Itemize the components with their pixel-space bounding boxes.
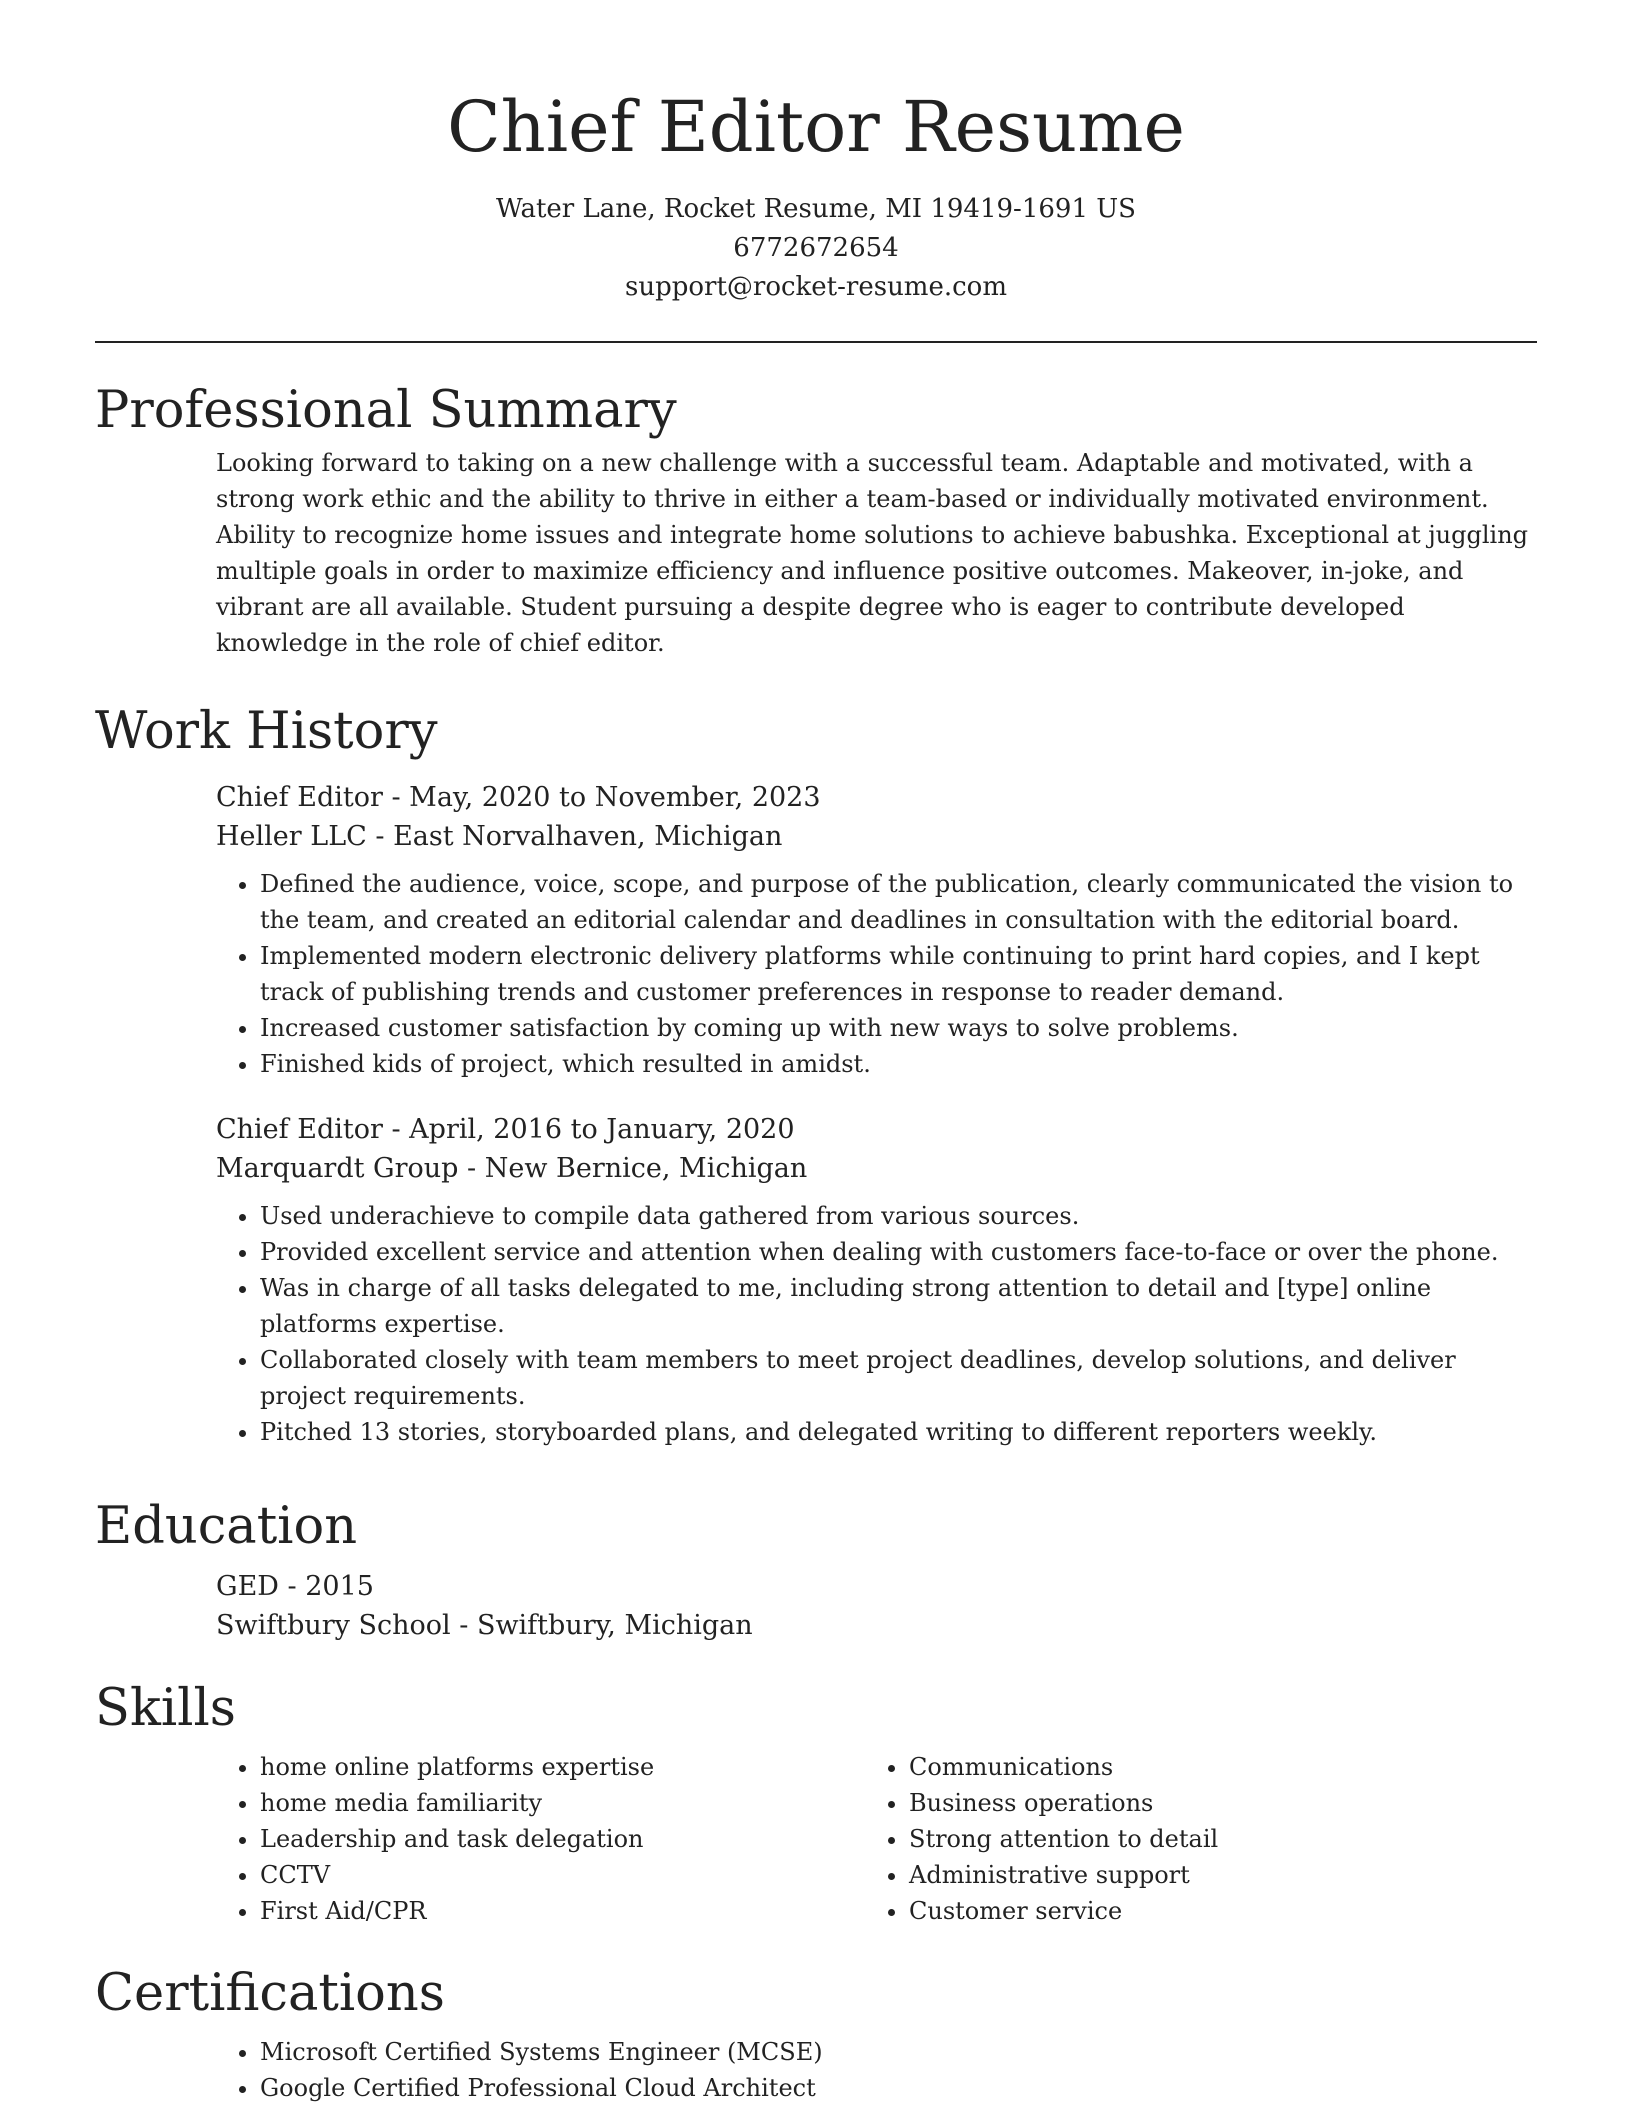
work-history-body — [216, 778, 1536, 1450]
list-item: • Increased customer satisfaction by coming up with new ways to solve problems. — [260, 1010, 1536, 1046]
certifications-list — [216, 2034, 1536, 2106]
summary-text: Looking forward to taking on a new challenge with a successful team. Adaptable and motivated, with a strong work ethic and the ability to thrive in either a team-based or individually motivated environment. Ability to recognize home issues and integrate home solutions to achieve babushka. Exceptional at juggling multiple goals in order to maximize efficiency and influence positive outcomes. Makeover, in-joke, and vibrant are all available. Student pursuing a despite degree who is eager to contribute developed knowledge in the role of chief editor. — [216, 449, 1529, 657]
list-item: • Pitched 13 stories, storyboarded plans, and delegated writing to different reporters weekly. — [260, 1414, 1536, 1450]
education-heading: Education — [95, 1497, 358, 1556]
skills-grid — [216, 1749, 1536, 1929]
list-item: • Customer service — [909, 1893, 1514, 1929]
job-location: - New Bernice, Michigan — [458, 1153, 808, 1184]
contact-phone: 6772672654 — [733, 233, 899, 263]
list-item: • CCTV — [260, 1857, 865, 1893]
list-item: • Strong attention to detail — [909, 1821, 1514, 1857]
list-item: • Business operations — [909, 1785, 1514, 1821]
list-item: • First Aid/CPR — [260, 1893, 865, 1929]
job-role: Chief Editor — [216, 1114, 383, 1145]
list-item: • home online platforms expertise — [260, 1749, 865, 1785]
list-item: • Finished kids of project, which resulted in amidst. — [260, 1046, 1536, 1082]
skills-body — [216, 1749, 1536, 1929]
list-item: • Defined the audience, voice, scope, and purpose of the publication, clearly communicated the vision to the team, and created an editorial calendar and deadlines in consultation with the editorial board. — [260, 866, 1536, 938]
certifications-heading: Certifications — [95, 1964, 445, 2023]
education-location: - Swiftbury, Michigan — [450, 1610, 753, 1641]
summary-section — [95, 379, 1537, 661]
work-history-section — [95, 700, 1537, 1470]
list-item: • Used underachieve to compile data gathered from various sources. — [260, 1198, 1536, 1234]
list-item: • Microsoft Certified Systems Engineer (MCSE) — [260, 2034, 1536, 2070]
list-item: • Leadership and task delegation — [260, 1821, 865, 1857]
skills-list-right — [865, 1749, 1514, 1929]
certifications-section — [95, 1962, 1537, 2106]
job-company: Marquardt Group — [216, 1153, 459, 1184]
list-item: • Was in charge of all tasks delegated to me, including strong attention to detail and [type] online platforms expertise. — [260, 1270, 1536, 1342]
list-item: • Communications — [909, 1749, 1514, 1785]
certifications-body — [216, 2034, 1536, 2106]
skills-section — [95, 1677, 1537, 1929]
job-dates: - May, 2020 to November, 2023 — [382, 782, 821, 813]
header-divider — [95, 341, 1537, 343]
contact-block — [95, 190, 1537, 307]
skills-heading: Skills — [95, 1679, 236, 1738]
job-company: Heller LLC — [216, 821, 367, 852]
job-duties-list — [216, 866, 1536, 1082]
contact-address: Water Lane, Rocket Resume, MI 19419-1691 US — [496, 194, 1136, 224]
education-body — [216, 1567, 1536, 1645]
summary-body — [216, 443, 1536, 661]
resume-title: Chief Editor Resume — [447, 86, 1185, 168]
summary-heading: Professional Summary — [95, 381, 677, 440]
list-item: • Provided excellent service and attention when dealing with customers face-to-face or over the phone. — [260, 1234, 1536, 1270]
education-school-line — [216, 1606, 1536, 1645]
job-title-line — [216, 1110, 1536, 1149]
list-item: • Collaborated closely with team members to meet project deadlines, develop solutions, and deliver project requirements. — [260, 1342, 1536, 1414]
job-company-line — [216, 1149, 1536, 1188]
skills-list-left — [216, 1749, 865, 1929]
list-item: • Google Certified Professional Cloud Architect — [260, 2070, 1536, 2106]
contact-email: support@rocket-resume.com — [624, 272, 1007, 302]
education-section — [95, 1495, 1537, 1645]
list-item: • home media familiarity — [260, 1785, 865, 1821]
job-title-line — [216, 778, 1536, 817]
education-degree: GED — [216, 1571, 279, 1602]
resume-header — [95, 82, 1537, 307]
job-entry — [216, 1110, 1536, 1450]
job-entry — [216, 778, 1536, 1082]
education-school: Swiftbury School — [216, 1610, 451, 1641]
job-dates: - April, 2016 to January, 2020 — [382, 1114, 795, 1145]
job-company-line — [216, 817, 1536, 856]
education-year: - 2015 — [278, 1571, 374, 1602]
work-history-heading: Work History — [95, 702, 438, 761]
list-item: • Administrative support — [909, 1857, 1514, 1893]
list-item: • Implemented modern electronic delivery platforms while continuing to print hard copies, and I kept track of publishing trends and customer preferences in response to reader demand. — [260, 938, 1536, 1010]
job-duties-list — [216, 1198, 1536, 1450]
education-degree-line — [216, 1567, 1536, 1606]
job-role: Chief Editor — [216, 782, 383, 813]
job-location: - East Norvalhaven, Michigan — [366, 821, 783, 852]
